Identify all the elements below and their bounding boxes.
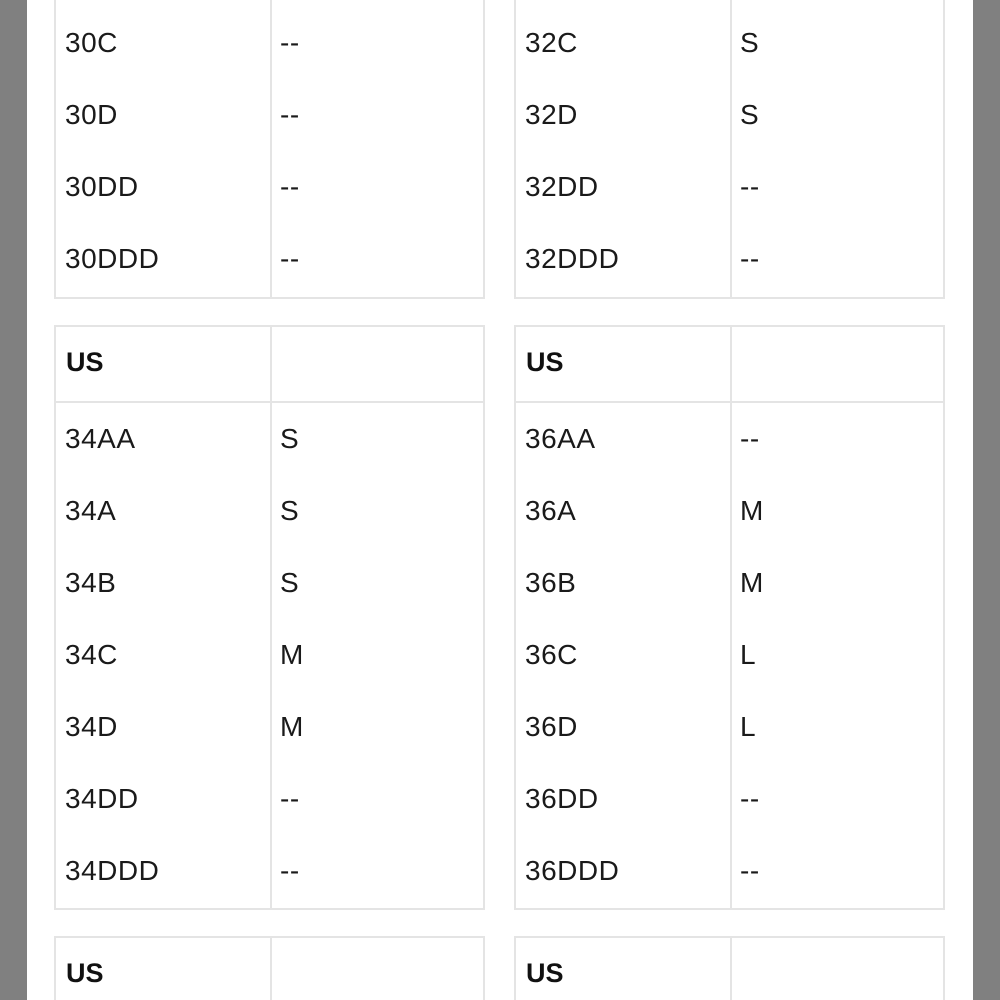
size-cell: 32D	[525, 99, 578, 130]
header-label: US	[526, 347, 564, 377]
table-row	[56, 835, 483, 907]
table-row	[516, 79, 943, 151]
table-row	[516, 223, 943, 295]
size-cell: 34B	[65, 567, 117, 598]
value-cell: L	[740, 711, 757, 742]
table-row	[56, 475, 483, 547]
table-row	[56, 79, 483, 151]
table-row	[56, 547, 483, 619]
table-header	[516, 938, 943, 1000]
size-table-40	[514, 936, 945, 1000]
size-table-34	[54, 325, 485, 910]
size-cell: 30C	[65, 27, 118, 58]
value-cell: S	[280, 495, 300, 526]
size-cell: 34DDD	[65, 855, 160, 886]
size-cell: 32C	[525, 27, 578, 58]
size-table-32	[514, 0, 945, 299]
header-label: US	[66, 958, 104, 988]
table-row	[516, 763, 943, 835]
value-cell: --	[740, 171, 760, 202]
size-cell: 36C	[525, 639, 578, 670]
size-cell: 32DD	[525, 171, 599, 202]
table-row	[516, 691, 943, 763]
size-table-30	[54, 0, 485, 299]
table-header	[56, 938, 483, 1000]
size-cell: 30DD	[65, 171, 139, 202]
table-row	[56, 403, 483, 475]
size-cell: 34AA	[65, 423, 136, 454]
value-cell: --	[280, 243, 300, 274]
size-cell: 36D	[525, 711, 578, 742]
value-cell: --	[740, 423, 760, 454]
value-cell: S	[280, 567, 300, 598]
size-cell: 36DDD	[525, 855, 620, 886]
header-label: US	[66, 347, 104, 377]
table-row	[516, 619, 943, 691]
value-cell: --	[280, 783, 300, 814]
table-row	[56, 763, 483, 835]
table-row	[56, 619, 483, 691]
table-row	[56, 691, 483, 763]
header-label: US	[526, 958, 564, 988]
table-row	[516, 403, 943, 475]
value-cell: S	[740, 27, 760, 58]
size-cell: 30D	[65, 99, 118, 130]
table-row	[516, 835, 943, 907]
value-cell: S	[280, 423, 300, 454]
table-header	[516, 327, 943, 403]
value-cell: --	[280, 27, 300, 58]
table-row	[516, 547, 943, 619]
value-cell: --	[280, 99, 300, 130]
size-cell: 36B	[525, 567, 577, 598]
table-row	[56, 7, 483, 79]
table-row	[516, 7, 943, 79]
table-header	[56, 327, 483, 403]
size-cell: 34DD	[65, 783, 139, 814]
size-cell: 36A	[525, 495, 577, 526]
table-row	[516, 151, 943, 223]
value-cell: L	[740, 639, 757, 670]
value-cell: M	[280, 639, 304, 670]
value-cell: S	[740, 99, 760, 130]
table-row	[516, 475, 943, 547]
value-cell: M	[280, 711, 304, 742]
value-cell: --	[740, 783, 760, 814]
table-row	[56, 223, 483, 295]
size-cell: 34D	[65, 711, 118, 742]
size-cell: 32DDD	[525, 243, 620, 274]
value-cell: --	[740, 243, 760, 274]
size-cell: 34C	[65, 639, 118, 670]
size-cell: 36DD	[525, 783, 599, 814]
value-cell: --	[280, 855, 300, 886]
value-cell: --	[280, 171, 300, 202]
size-cell: 34A	[65, 495, 117, 526]
size-table-36	[514, 325, 945, 910]
value-cell: M	[740, 567, 764, 598]
size-cell: 30DDD	[65, 243, 160, 274]
value-cell: M	[740, 495, 764, 526]
size-chart-page	[27, 0, 973, 1000]
table-row	[56, 151, 483, 223]
size-cell: 36AA	[525, 423, 596, 454]
size-table-38	[54, 936, 485, 1000]
value-cell: --	[740, 855, 760, 886]
